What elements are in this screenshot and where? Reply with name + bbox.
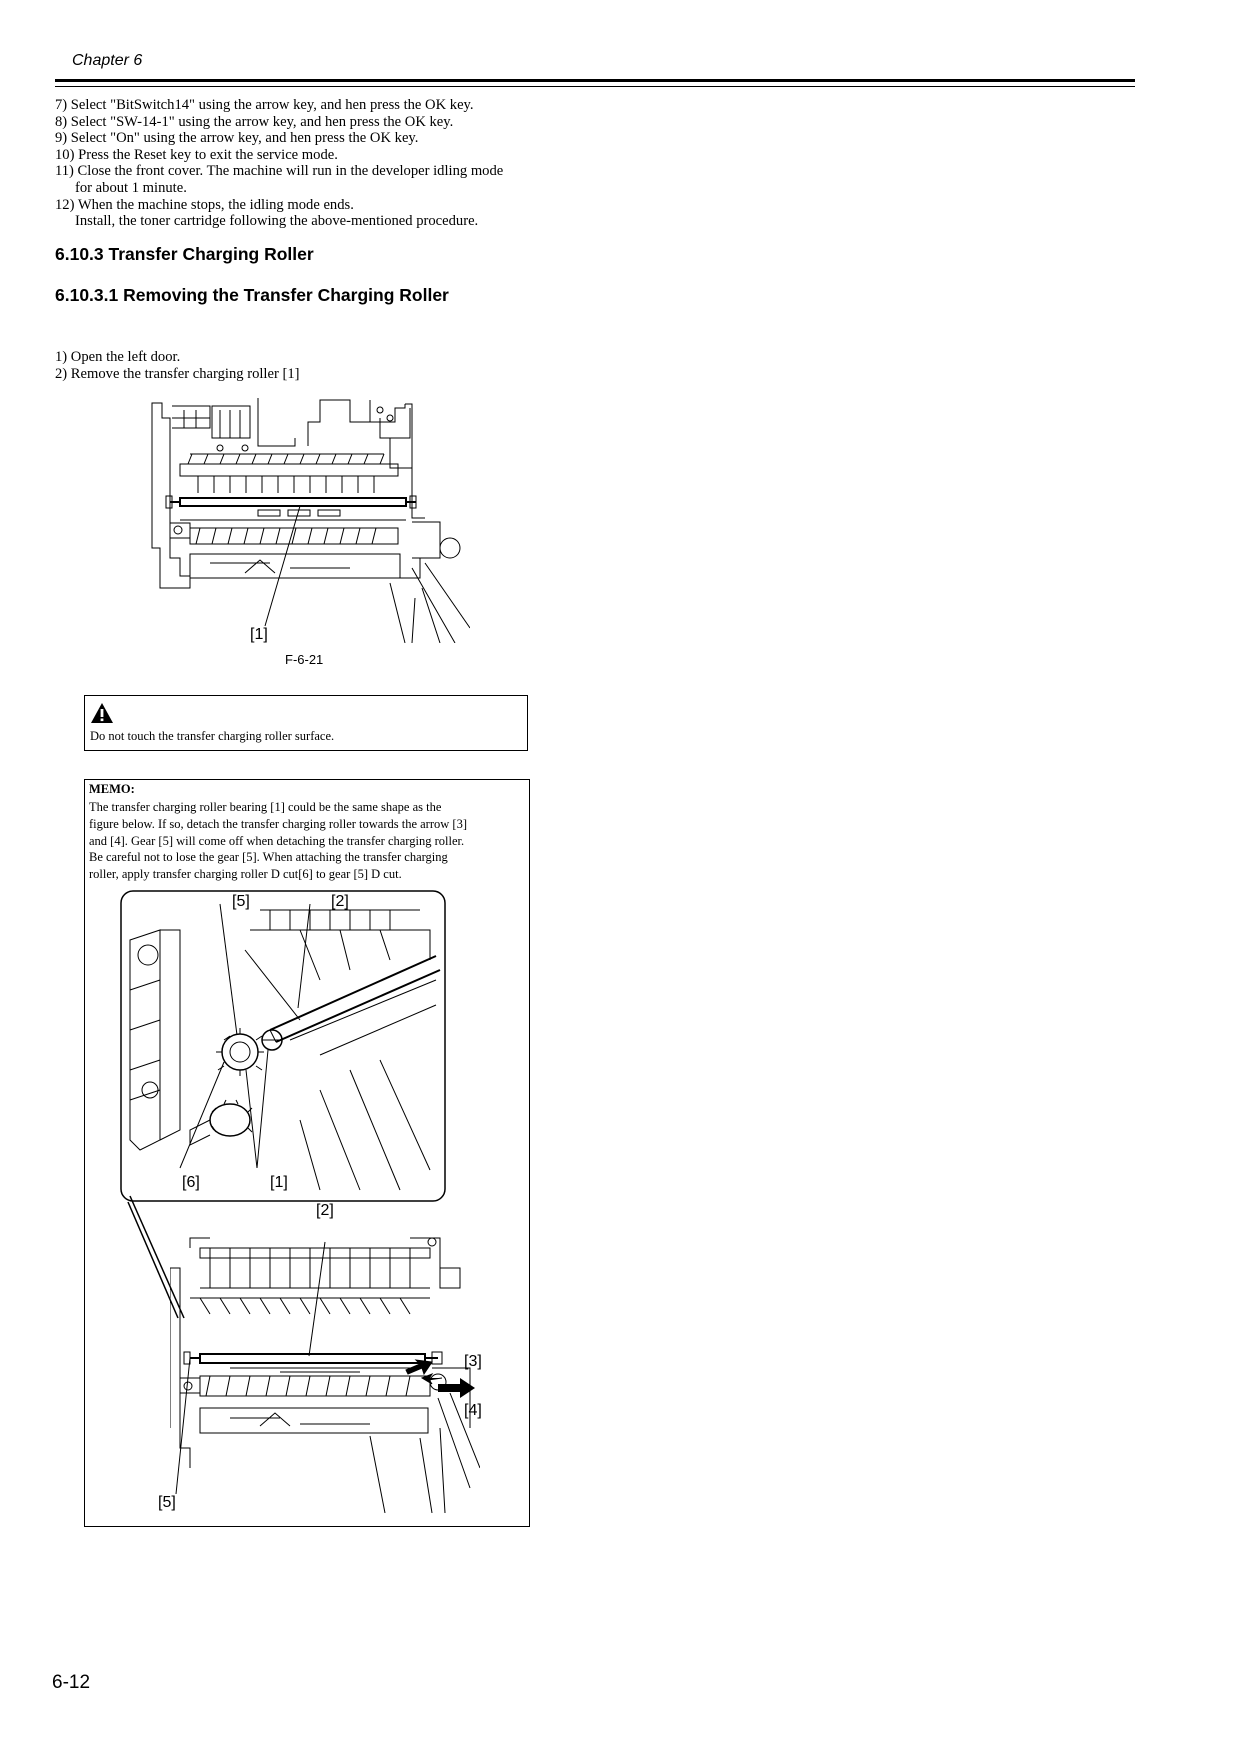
section-heading: 6.10.3 Transfer Charging Roller	[55, 244, 314, 264]
page-number: 6-12	[52, 1672, 91, 1693]
memo-title: MEMO:	[89, 782, 135, 796]
memo-text	[89, 799, 523, 883]
memo-detail-figure	[120, 890, 446, 1202]
main-callout-roller: [2]	[316, 1202, 334, 1219]
step-item: 1) Open the left door.	[55, 349, 181, 365]
memo-line: figure below. If so, detach the transfer charging roller towards the arrow [3]	[89, 816, 467, 831]
step-item	[55, 197, 503, 230]
main-callout-arrow-3: [3]	[464, 1353, 482, 1370]
memo-line: The transfer charging roller bearing [1] could be the same shape as the	[89, 800, 442, 814]
step-item	[55, 163, 503, 196]
step-text: 7) Select "BitSwitch14" using the arrow key, and hen press the OK key.	[55, 97, 474, 113]
detail-callout-bearing: [1]	[270, 1174, 288, 1191]
step-text: 9) Select "On" using the arrow key, and hen press the OK key.	[55, 130, 419, 147]
header-rule-thick	[55, 79, 1135, 82]
detail-callout-dcut: [6]	[182, 1174, 200, 1191]
step-item: 2) Remove the transfer charging roller [1]	[55, 366, 300, 382]
step-item	[55, 147, 503, 164]
step-continuation: for about 1 minute.	[75, 179, 187, 196]
memo-line: and [4]. Gear [5] will come off when detaching the transfer charging roller.	[89, 833, 465, 848]
chapter-header: Chapter 6	[72, 52, 143, 69]
step-item	[55, 97, 503, 114]
detail-callout-gear: [5]	[232, 893, 250, 910]
memo-line: Be careful not to lose the gear [5]. When attaching the transfer charging	[89, 850, 448, 865]
memo-main-figure	[170, 1228, 480, 1513]
header-rule-thin	[55, 86, 1135, 87]
step-item	[55, 130, 503, 147]
figure-caption: F-6-21	[285, 652, 324, 667]
step-text: 8) Select "SW-14-1" using the arrow key, and hen press the OK key.	[55, 113, 454, 130]
figure1-callout-1: [1]	[250, 626, 268, 643]
main-callout-arrow-4: [4]	[464, 1402, 482, 1419]
detail-callout-roller: [2]	[331, 893, 349, 910]
subsection-heading: 6.10.3.1 Removing the Transfer Charging Roller	[55, 285, 449, 305]
step-text: 12) When the machine stops, the idling mode ends.	[55, 196, 354, 213]
procedure-steps-removal	[55, 349, 300, 383]
procedure-steps-top	[55, 97, 503, 230]
caution-text: Do not touch the transfer charging roller surface.	[90, 729, 335, 743]
memo-line: roller, apply transfer charging roller D cut[6] to gear [5] D cut.	[89, 867, 402, 882]
figure-transfer-roller	[150, 398, 470, 643]
step-continuation: Install, the toner cartridge following the above-mentioned procedure.	[75, 213, 479, 230]
step-item	[55, 114, 503, 131]
warning-icon	[90, 702, 114, 724]
main-callout-gear: [5]	[158, 1494, 176, 1511]
step-text: 10) Press the Reset key to exit the service mode.	[55, 146, 338, 163]
step-text: 11) Close the front cover. The machine will run in the developer idling mode	[55, 163, 504, 180]
